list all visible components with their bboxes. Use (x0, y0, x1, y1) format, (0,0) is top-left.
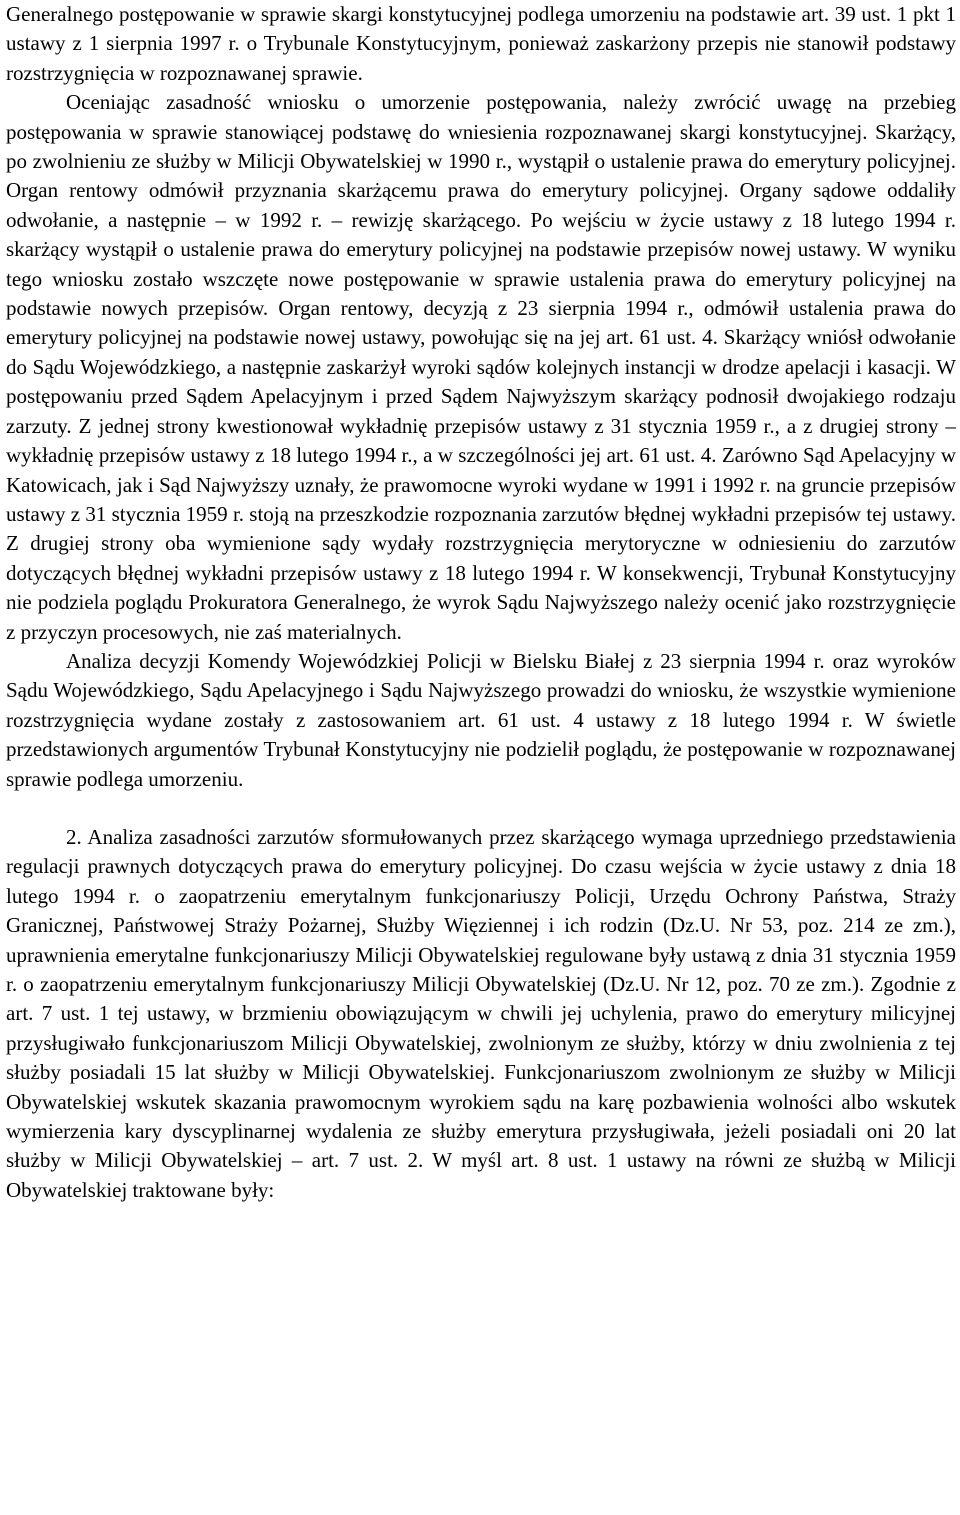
paragraph-2: Oceniając zasadność wniosku o umorzenie postępowania, należy zwrócić uwagę na przebieg postępowania w sprawie stanowiącej podstawę do wniesienia rozpoznawanej skargi konstytucyjnej. Skarżący, po zwolnieniu ze służby w Milicji Obywatelskiej w 1990 r., wystąpił o ustalenie prawa do emerytury policyjnej. Organ rentowy odmówił przyznania skarżącemu prawa do emerytury policyjnej. Organy sądowe oddaliły odwołanie, a następnie – w 1992 r. – rewizję skarżącego. Po wejściu w życie ustawy z 18 lutego 1994 r. skarżący wystąpił o ustalenie prawa do emerytury policyjnej na podstawie przepisów nowej ustawy. W wyniku tego wniosku zostało wszczęte nowe postępowanie w sprawie ustalenia prawa do emerytury policyjnej na podstawie nowych przepisów. Organ rentowy, decyzją z 23 sierpnia 1994 r., odmówił ustalenia prawa do emerytury policyjnej na podstawie nowej ustawy, powołując się na jej art. 61 ust. 4. Skarżący wniósł odwołanie do Sądu Wojewódzkiego, a następnie zaskarżył wyroki sądów kolejnych instancji w drodze apelacji i kasacji. W postępowaniu przed Sądem Apelacyjnym i przed Sądem Najwyższym skarżący podnosił dwojakiego rodzaju zarzuty. Z jednej strony kwestionował wykładnię przepisów ustawy z 31 stycznia 1959 r., a z drugiej strony – wykładnię przepisów ustawy z 18 lutego 1994 r., a w szczególności jej art. 61 ust. 4. Zarówno Sąd Apelacyjny w Katowicach, jak i Sąd Najwyższy uznały, że prawomocne wyroki wydane w 1991 i 1992 r. na gruncie przepisów ustawy z 31 stycznia 1959 r. stoją na przeszkodzie rozpoznania zarzutów błędnej wykładni przepisów tej ustawy. Z drugiej strony oba wymienione sądy wydały rozstrzygnięcia merytoryczne w odniesieniu do zarzutów dotyczących błędnej wykładni przepisów ustawy z 18 lutego 1994 r. W konsekwencji, Trybunał Konstytucyjny nie podziela poglądu Prokuratora Generalnego, że wyrok Sądu Najwyższego należy ocenić jako rozstrzygnięcie z przyczyn procesowych, nie zaś materialnych. (6, 90, 956, 644)
document-page (6, 0, 956, 1205)
paragraph-3: Analiza decyzji Komendy Wojewódzkiej Policji w Bielsku Białej z 23 sierpnia 1994 r. oraz wyroków Sądu Wojewódzkiego, Sądu Apelacyjnego i Sądu Najwyższego prowadzi do wniosku, że wszystkie wymienione rozstrzygnięcia wydane zostały z zastosowaniem art. 61 ust. 4 ustawy z 18 lutego 1994 r. W świetle przedstawionych argumentów Trybunał Konstytucyjny nie podzielił poglądu, że postępowanie w rozpoznawanej sprawie podlega umorzeniu. (6, 648, 956, 791)
paragraph-1: Generalnego postępowanie w sprawie skargi konstytucyjnej podlega umorzeniu na podstawie art. 39 ust. 1 pkt 1 ustawy z 1 sierpnia 1997 r. o Trybunale Konstytucyjnym, ponieważ zaskarżony przepis nie stanowił podstawy rozstrzygnięcia w rozpoznawanej sprawie. (6, 2, 956, 85)
paragraph-4-section-2: 2. Analiza zasadności zarzutów sformułowanych przez skarżącego wymaga uprzedniego przedstawienia regulacji prawnych dotyczących prawa do emerytury policyjnej. Do czasu wejścia w życie ustawy z dnia 18 lutego 1994 r. o zaopatrzeniu emerytalnym funkcjonariuszy Policji, Urzędu Ochrony Państwa, Straży Granicznej, Państwowej Straży Pożarnej, Służby Więziennej i ich rodzin (Dz.U. Nr 53, poz. 214 ze zm.), uprawnienia emerytalne funkcjonariuszy Milicji Obywatelskiej regulowane były ustawą z dnia 31 stycznia 1959 r. o zaopatrzeniu emerytalnym funkcjonariuszy Milicji Obywatelskiej (Dz.U. Nr 12, poz. 70 ze zm.). Zgodnie z art. 7 ust. 1 tej ustawy, w brzmieniu obowiązującym w chwili jej uchylenia, prawo do emerytury milicyjnej przysługiwało funkcjonariuszom Milicji Obywatelskiej, zwolnionym ze służby, którzy w dniu zwolnienia z tej służby posiadali 15 lat służby w Milicji Obywatelskiej. Funkcjonariuszom zwolnionym ze służby w Milicji Obywatelskiej wskutek skazania prawomocnym wyrokiem sądu na karę pozbawienia wolności albo wskutek wymierzenia kary dyscyplinarnej wydalenia ze służby emerytura przysługiwała, jeżeli posiadali oni 20 lat służby w Milicji Obywatelskiej – art. 7 ust. 2. W myśl art. 8 ust. 1 ustawy na równi ze służbą w Milicji Obywatelskiej traktowane były: (6, 824, 956, 1202)
